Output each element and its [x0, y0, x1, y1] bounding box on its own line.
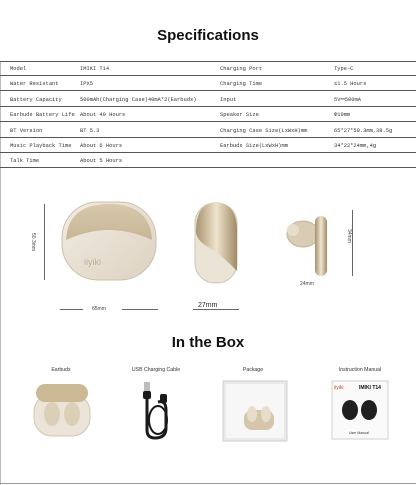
spec-label: Water Resistant — [10, 81, 59, 88]
case-height-label: 50.3mm — [30, 233, 36, 252]
spec-label: Charging Port — [220, 66, 263, 72]
box-manual-image — [331, 380, 389, 440]
spec-label: Earbuds Battery Life — [10, 112, 75, 119]
spec-value: BT 5.3 — [80, 127, 100, 134]
spec-label: Input — [220, 96, 237, 103]
box-section-title: In the Box — [171, 334, 245, 351]
spec-row — [0, 76, 416, 91]
item-label-package: Package — [242, 367, 264, 373]
spec-row — [0, 153, 416, 168]
spec-row — [0, 123, 416, 138]
case-width-line-left — [60, 309, 83, 310]
spec-value: Φ10mm — [334, 112, 351, 119]
case-height-line — [44, 204, 45, 280]
manual-footer-text: User Manual — [349, 431, 369, 435]
spec-label: Music Playback Time — [10, 143, 72, 149]
spec-value: 34*22*24mm,4g — [334, 143, 377, 149]
spec-label: Charging Case Size(LxWxH)mm — [220, 127, 308, 134]
spec-value: Type-C — [334, 66, 354, 72]
box-cable-image — [138, 380, 174, 442]
spec-row — [0, 138, 416, 153]
spec-row — [0, 107, 416, 122]
spec-value: About 40 Hours — [80, 112, 126, 119]
spec-value: 500mAh(Charging Case)40mA*2(Earbuds) — [80, 96, 197, 103]
spec-value: About 6 Hours — [80, 143, 123, 149]
spec-label: BT Version — [10, 127, 43, 134]
item-label-manual: Instruction Manual — [338, 367, 382, 373]
earbud-width-label: 24mm — [300, 281, 314, 287]
case-depth-label: 27mm — [198, 302, 218, 309]
earbud-image — [283, 210, 343, 280]
spec-label: Charging Time — [220, 81, 263, 88]
case-front-image — [60, 200, 158, 282]
case-width-label: 65mm — [92, 306, 106, 312]
spec-value: IMIKI T14 — [80, 66, 110, 72]
box-earbuds-image — [32, 380, 92, 438]
page-title: Specifications — [157, 27, 259, 44]
case-brand-text: iiyiki — [84, 257, 101, 267]
spec-value: ≤1.5 Hours — [334, 81, 367, 88]
bottom-rule — [0, 483, 416, 484]
item-label-earbuds: Earbuds — [51, 367, 71, 373]
spec-value: IPX5 — [80, 81, 93, 88]
spec-table — [0, 61, 416, 169]
spec-label: Battery Capacity — [10, 96, 62, 103]
spec-label: Speaker Size — [220, 112, 259, 119]
box-package-image — [222, 380, 288, 442]
item-label-cable: USB Charging Cable — [131, 367, 181, 373]
spec-label: Talk Time — [10, 158, 40, 165]
spec-value: 5V⎓500mA — [334, 96, 361, 103]
case-depth-line — [193, 309, 239, 310]
spec-label: Model — [10, 66, 27, 72]
spec-row — [0, 92, 416, 107]
earbud-height-line — [352, 210, 353, 276]
earbud-height-label: 34mm — [346, 229, 352, 243]
manual-header-text: IMIKI T14 — [359, 385, 381, 391]
manual-brand-text: iiyiki — [334, 385, 344, 391]
case-width-line-right — [122, 309, 158, 310]
spec-value: 65*27*50.3mm,38.5g — [334, 127, 393, 134]
spec-value: About 5 Hours — [80, 158, 123, 165]
spec-label: Earbuds Size(LxWxH)mm — [220, 143, 288, 149]
spec-row — [0, 61, 416, 76]
case-side-image — [193, 201, 239, 285]
